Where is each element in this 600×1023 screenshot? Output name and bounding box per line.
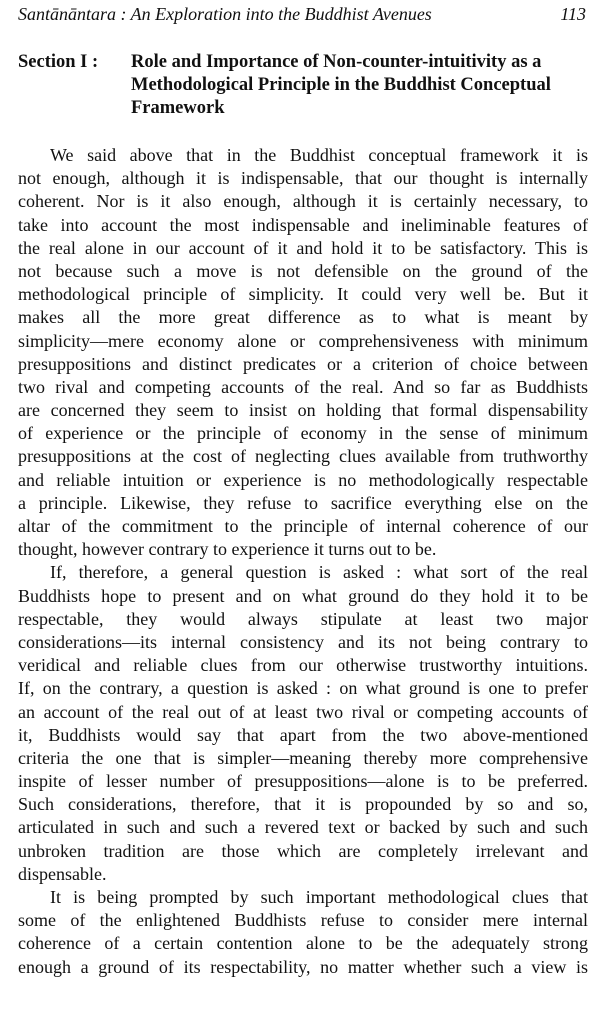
text-line: a principle. Likewise, they refuse to sacrifice everything else on the xyxy=(18,492,588,513)
text-line: of experience or the principle of economy in the sense of minimum xyxy=(18,423,588,444)
text-line: makes all the more great difference as to what is meant by xyxy=(18,307,588,328)
text-line: It is being prompted by such important methodological clues that xyxy=(50,887,588,907)
text-line: are concerned they seem to insist on holding that formal dispensability xyxy=(18,400,588,421)
section-heading xyxy=(18,51,590,120)
page-number: 113 xyxy=(560,4,586,24)
text-line: considerations—its internal consistency and its not being contrary to xyxy=(18,631,588,652)
text-line: coherent. Nor is it also enough, although it is certainly necessary, to xyxy=(18,191,588,212)
text-line: coherence of a certain contention alone to be the adequately strong xyxy=(18,933,588,954)
text-line: Buddhists hope to present and on what ground do they hold it to be xyxy=(18,585,588,606)
text-line: Such considerations, therefore, that it is propounded by so and so, xyxy=(18,794,588,815)
text-line: We said above that in the Buddhist conceptual framework it is xyxy=(50,145,588,165)
text-line: not enough, although it is indispensable, that our thought is internally xyxy=(18,168,588,189)
text-line: methodological principle of simplicity. It could very well be. But it xyxy=(18,284,588,305)
text-line: dispensable. xyxy=(18,863,107,884)
running-header xyxy=(18,4,586,25)
text-line: veridical and reliable clues from our otherwise trustworthy intuitions. xyxy=(18,655,588,676)
text-line: not because such a move is not defensible on the ground of the xyxy=(18,260,588,281)
text-line: If, on the contrary, a question is asked : on what ground is one to prefer xyxy=(18,678,588,699)
text-line: articulated in such and such a revered text or backed by such and such xyxy=(18,817,588,838)
text-line: simplicity—mere economy alone or comprehensiveness with minimum xyxy=(18,330,588,351)
text-line: enough a ground of its respectability, no matter whether such a view is xyxy=(18,956,588,977)
text-line: and reliable intuition or experience is no methodologically respectable xyxy=(18,469,588,490)
text-line: presuppositions at the cost of neglecting clues available from truthworthy xyxy=(18,446,588,467)
body-text xyxy=(18,144,588,979)
text-line: If, therefore, a general question is asked : what sort of the real xyxy=(50,562,588,583)
paragraph xyxy=(18,144,588,561)
text-line: unbroken tradition are those which are completely irrelevant and xyxy=(18,840,588,861)
text-line: it, Buddhists would say that apart from the two above-mentioned xyxy=(18,724,588,745)
text-line: an account of the real out of at least two rival or competing accounts of xyxy=(18,701,588,722)
running-title: Santānāntara : An Exploration into the Buddhist Avenues xyxy=(18,4,432,24)
text-line: some of the enlightened Buddhists refuse to consider mere internal xyxy=(18,910,588,931)
section-title: Role and Importance of Non-counter-intuitivity as a Methodological Principle in the Buddhist Conceptual Framework xyxy=(131,52,551,118)
paragraph xyxy=(18,561,588,886)
text-line: respectable, they would always stipulate at least two major xyxy=(18,608,588,629)
text-line: criteria the one that is simpler—meaning thereby more comprehensive xyxy=(18,747,588,768)
text-line: thought, however contrary to experience it turns out to be. xyxy=(18,539,437,560)
text-line: altar of the commitment to the principle of internal coherence of our xyxy=(18,516,588,536)
paragraph xyxy=(18,886,588,979)
text-line: take into account the most indispensable and ineliminable features of xyxy=(18,214,588,235)
text-line: the real alone in our account of it and hold it to be satisfactory. This is xyxy=(18,237,588,258)
section-label: Section I : xyxy=(18,52,99,72)
text-line: two rival and competing accounts of the real. And so far as Buddhists xyxy=(18,376,588,397)
text-line: presuppositions and distinct predicates or a criterion of choice between xyxy=(18,353,588,374)
text-line: inspite of lesser number of presuppositions—alone is to be preferred. xyxy=(18,771,588,792)
